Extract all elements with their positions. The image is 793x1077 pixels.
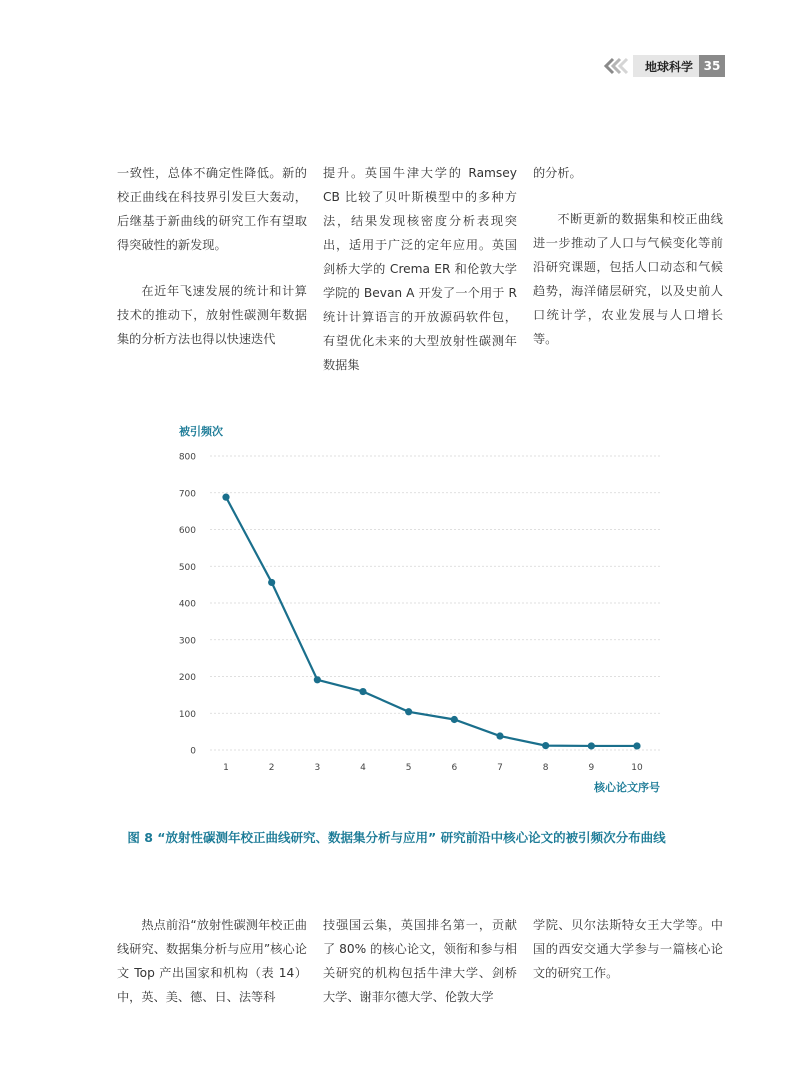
data-point xyxy=(405,708,412,715)
y-tick-label: 400 xyxy=(178,599,196,610)
x-tick-label: 7 xyxy=(497,763,503,773)
paragraph: 提升。英国牛津大学的 Ramsey CB 比较了贝叶斯模型中的多种方法，结果发现核密度分析表现突出，适用于广泛的定年应用。英国剑桥大学的 Crema ER 和伦敦大学学院的 Bevan A 开发了一个用于 R 统计计算语言的开放源码软件包，有望优化未来的大型放射性碳测年数据集 xyxy=(323,166,517,372)
y-tick-label: 200 xyxy=(178,673,196,683)
paragraph: 一致性，总体不确定性降低。新的校正曲线在科技界引发巨大轰动，后继基于新曲线的研究工作有望取得突破性的新发现。 xyxy=(117,166,307,252)
paragraph: 在近年飞速发展的统计和计算技术的推动下，放射性碳测年数据集的分析方法也得以快速迭代 xyxy=(117,284,307,346)
data-point xyxy=(222,494,229,501)
data-point xyxy=(314,676,321,683)
text-column-5 xyxy=(323,913,517,1009)
y-tick-label: 600 xyxy=(178,526,196,536)
section-title: 地球科学 xyxy=(633,55,699,77)
data-point xyxy=(359,688,366,695)
data-point xyxy=(542,742,549,749)
x-tick-label: 9 xyxy=(588,763,595,773)
data-point xyxy=(268,579,275,586)
paragraph: 学院、贝尔法斯特女王大学等。中国的西安交通大学参与一篇核心论文的研究工作。 xyxy=(533,918,723,980)
text-column-6 xyxy=(533,913,723,985)
paragraph: 不断更新的数据集和校正曲线进一步推动了人口与气候变化等前沿研究课题，包括人口动态和气候趋势，海洋储层研究，以及史前人口统计学，农业发展与人口增长等。 xyxy=(533,212,723,346)
y-tick-label: 0 xyxy=(190,746,196,757)
paragraph: 热点前沿“放射性碳测年校正曲线研究、数据集分析与应用”核心论文 Top 产出国家和机构（表 14）中，英、美、德、日、法等科 xyxy=(117,918,307,1004)
data-point xyxy=(496,732,503,739)
page-number: 35 xyxy=(699,55,725,77)
paragraph: 技强国云集，英国排名第一，贡献了 80% 的核心论文，领衔和参与相关研究的机构包括牛津大学、剑桥大学、谢菲尔德大学、伦敦大学 xyxy=(323,918,517,1004)
data-point xyxy=(451,716,458,723)
paragraph: 的分析。 xyxy=(533,166,582,180)
series-line xyxy=(226,497,637,746)
figure-caption: 图 8 “放射性碳测年校正曲线研究、数据集分析与应用” 研究前沿中核心论文的被引频次分布曲线 xyxy=(127,830,666,845)
x-tick-label: 6 xyxy=(451,763,458,773)
x-tick-label: 2 xyxy=(268,763,275,773)
y-tick-label: 800 xyxy=(178,452,196,463)
data-point xyxy=(633,742,640,749)
text-column-4 xyxy=(117,913,307,1009)
x-tick-label: 1 xyxy=(223,763,229,773)
y-axis-label: 被引频次 xyxy=(179,425,223,438)
x-tick-label: 3 xyxy=(314,763,321,773)
x-tick-label: 4 xyxy=(360,763,366,773)
x-tick-label: 10 xyxy=(631,763,643,773)
y-tick-label: 500 xyxy=(178,562,196,573)
x-tick-label: 5 xyxy=(405,763,412,773)
x-axis-label: 核心论文序号 xyxy=(594,781,660,794)
data-point xyxy=(588,742,595,749)
y-tick-label: 300 xyxy=(178,636,196,647)
x-tick-label: 8 xyxy=(542,763,549,773)
y-tick-label: 100 xyxy=(178,709,196,720)
y-tick-label: 700 xyxy=(178,489,196,500)
